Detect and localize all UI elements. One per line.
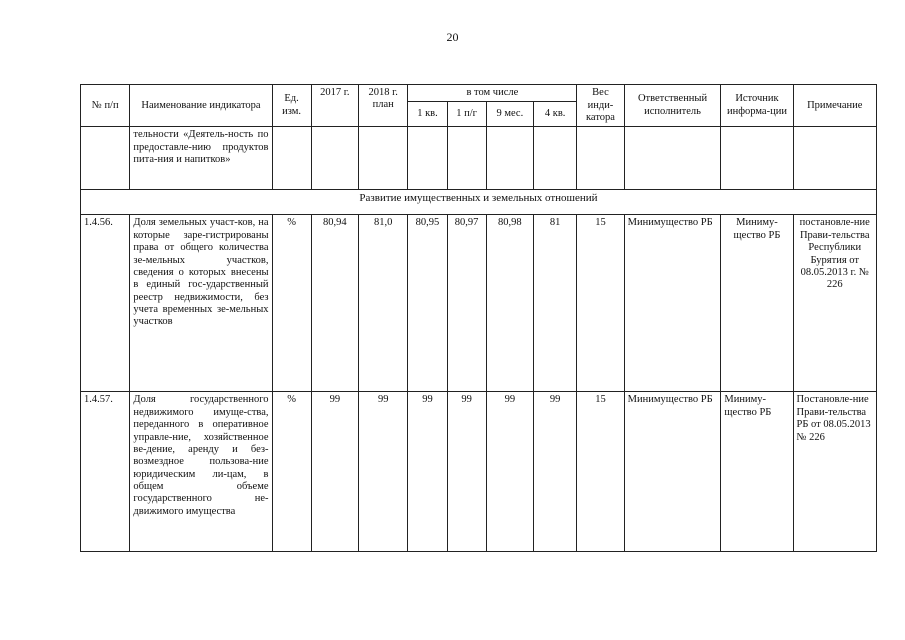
header-note: Примечание	[793, 85, 877, 127]
row-h1: 99	[447, 392, 486, 552]
header-q4: 4 кв.	[534, 102, 577, 127]
header-unit: Ед. изм.	[272, 85, 311, 127]
row-name: Доля земельных участ-ков, на которые заре-гистрированы права от общего количества зе-мельных участков, сведения о которых внесены в единый гос-ударственный реестр недвижимости, без учета временных зе-мельных участков	[130, 215, 272, 392]
section-title: Развитие имущественных и земельных отношений	[81, 190, 877, 215]
row-q1: 80,95	[408, 215, 447, 392]
row-weight: 15	[577, 392, 624, 552]
row-num: 1.4.57.	[81, 392, 130, 552]
row-note: Постановле-ние Прави-тельства РБ от 08.05.2013 № 226	[793, 392, 877, 552]
row-q4: 81	[534, 215, 577, 392]
row-2017: 80,94	[311, 215, 358, 392]
row-name: Доля государственного недвижимого имуще-ства, переданного в оперативное управле-ние, хозяйственное ве-дение, аренду и без-возмездное пользова-ние юридическим ли-цам, в общем объеме государственного не-движимого имущества	[130, 392, 272, 552]
row-9m: 99	[486, 392, 533, 552]
row-responsible: Минимущество РБ	[624, 215, 721, 392]
header-9m: 9 мес.	[486, 102, 533, 127]
row-unit: %	[272, 215, 311, 392]
header-weight: Вес инди-катора	[577, 85, 624, 127]
header-source: Источник информа-ции	[721, 85, 793, 127]
header-q1: 1 кв.	[408, 102, 447, 127]
header-num: № п/п	[81, 85, 130, 127]
section-row	[81, 190, 877, 215]
row-2018: 99	[359, 392, 408, 552]
row-2017: 99	[311, 392, 358, 552]
continuation-row	[81, 127, 877, 190]
header-2017: 2017 г.	[311, 85, 358, 127]
row-2018: 81,0	[359, 215, 408, 392]
row-q4: 99	[534, 392, 577, 552]
header-row	[81, 85, 877, 102]
page-number: 20	[446, 30, 459, 44]
indicators-table	[80, 84, 877, 552]
table-row	[81, 215, 877, 392]
header-h1: 1 п/г	[447, 102, 486, 127]
row-source: Миниму-щество РБ	[721, 392, 793, 552]
table-row	[81, 392, 877, 552]
header-including: в том числе	[408, 85, 577, 102]
cont-name: тельности «Деятель-ность по предоставле-нию продуктов пита-ния и напитков»	[130, 127, 272, 190]
header-responsible: Ответственный исполнитель	[624, 85, 721, 127]
row-responsible: Минимущество РБ	[624, 392, 721, 552]
row-9m: 80,98	[486, 215, 533, 392]
row-num: 1.4.56.	[81, 215, 130, 392]
header-name: Наименование индикатора	[130, 85, 272, 127]
row-source: Миниму-щество РБ	[721, 215, 793, 392]
row-note: постановле-ние Прави-тельства Республики Бурятия от 08.05.2013 г. № 226	[793, 215, 877, 392]
row-q1: 99	[408, 392, 447, 552]
row-weight: 15	[577, 215, 624, 392]
header-2018: 2018 г. план	[359, 85, 408, 127]
cont-num	[81, 127, 130, 190]
row-h1: 80,97	[447, 215, 486, 392]
row-unit: %	[272, 392, 311, 552]
